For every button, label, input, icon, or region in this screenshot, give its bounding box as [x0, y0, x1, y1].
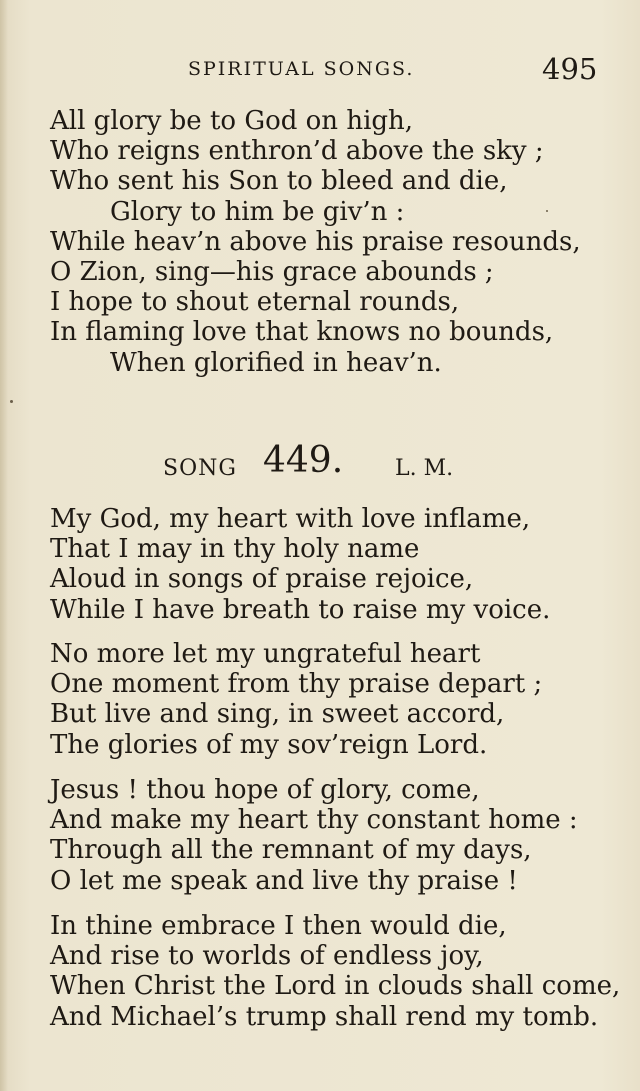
song-verse-2	[50, 639, 630, 760]
verse-line: In flaming love that knows no bounds,	[50, 317, 554, 348]
verse-line: While heav’n above his praise resounds,	[50, 226, 581, 257]
verse-line: One moment from thy praise depart ;	[50, 669, 543, 700]
song-verse-3	[50, 775, 630, 896]
song-heading	[0, 440, 640, 490]
verse-line: And rise to worlds of endless joy,	[50, 941, 484, 972]
page-number: 495	[542, 52, 598, 86]
song-number: 449.	[263, 440, 344, 481]
page-header	[0, 52, 640, 86]
verse-line: And make my heart thy constant home :	[50, 805, 578, 836]
verse-line: My God, my heart with love inflame,	[50, 504, 531, 534]
paper-speck	[546, 210, 548, 212]
verse-line: The glories of my sov’reign Lord.	[50, 729, 488, 760]
verse-line: And Michael’s trump shall rend my tomb.	[50, 1001, 599, 1032]
paper-speck	[10, 400, 13, 403]
page-gutter-shadow	[0, 0, 8, 1091]
song-verse-4	[50, 911, 630, 1032]
previous-song-ending	[50, 106, 630, 378]
verse-line: In thine embrace I then would die,	[50, 911, 507, 941]
verse-line: All glory be to God on high,	[50, 106, 414, 136]
verse-line: Glory to him be giv’n :	[110, 196, 405, 227]
verse-line: No more let my ungrateful heart	[50, 639, 481, 669]
verse-line: But live and sing, in sweet accord,	[50, 699, 505, 730]
song-label: SONG	[163, 456, 237, 481]
verse-line: That I may in thy holy name	[50, 534, 420, 565]
verse-line: I hope to shout eternal rounds,	[50, 287, 460, 318]
verse-line: While I have breath to raise my voice.	[50, 594, 551, 625]
verse-line: Who sent his Son to bleed and die,	[50, 166, 508, 197]
verse-line: When glorified in heav’n.	[110, 347, 442, 378]
verse-line: Aloud in songs of praise rejoice,	[50, 564, 474, 595]
verse-line: When Christ the Lord in clouds shall come,	[50, 971, 621, 1002]
running-head: SPIRITUAL SONGS.	[188, 58, 415, 80]
verse-line: Jesus ! thou hope of glory, come,	[50, 775, 480, 805]
verse-line: Who reigns enthron’d above the sky ;	[50, 136, 544, 167]
song-verse-1	[50, 504, 630, 625]
verse-line: O Zion, sing—his grace abounds ;	[50, 257, 494, 288]
song-meter: L. M.	[395, 456, 454, 481]
verse-line: Through all the remnant of my days,	[50, 835, 532, 866]
verse-line: O let me speak and live thy praise !	[50, 865, 518, 896]
